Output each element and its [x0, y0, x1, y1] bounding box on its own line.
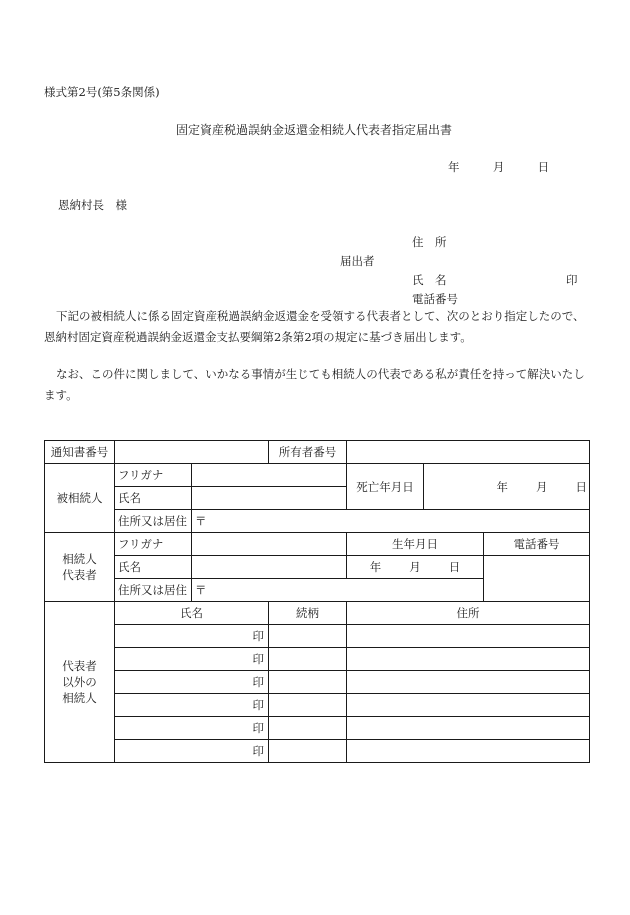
- other-heirs-address-header: 住所: [347, 602, 590, 625]
- birth-date-day-unit: 日: [448, 560, 461, 574]
- inheritance-form-table: [44, 440, 590, 763]
- table-row: [45, 717, 590, 740]
- applicant-seal-mark: 印: [566, 273, 578, 287]
- table-row: [45, 740, 590, 763]
- notice-number-label: 通知書番号: [45, 441, 115, 464]
- applicant-group-label: 届出者: [340, 254, 375, 268]
- other-heir-relation-field[interactable]: [269, 671, 347, 694]
- representative-furigana-field[interactable]: [192, 533, 347, 556]
- other-heir-relation-field[interactable]: [269, 717, 347, 740]
- other-heir-relation-field[interactable]: [269, 648, 347, 671]
- postal-mark: 〒: [195, 583, 207, 597]
- body-paragraph-1: 下記の被相続人に係る固定資産税過誤納金返還金を受領する代表者として、次のとおり指定したので、恩納村固定資産税過誤納金返還金支払要綱第2条第2項の規定に基づき届出します。: [44, 309, 585, 344]
- applicant-phone-label: 電話番号: [412, 292, 458, 306]
- other-heir-address-field[interactable]: [347, 625, 590, 648]
- table-row: [45, 625, 590, 648]
- applicant-address-label: 住 所: [412, 235, 447, 249]
- decedent-address-field[interactable]: [192, 510, 590, 533]
- representative-label: [45, 533, 115, 602]
- seal-mark: 印: [252, 675, 264, 689]
- owner-number-field[interactable]: [347, 441, 590, 464]
- death-date-month-unit: 月: [536, 479, 548, 494]
- representative-address-field[interactable]: [192, 579, 484, 602]
- phone-label: 電話番号: [484, 533, 590, 556]
- other-heirs-label: [45, 602, 115, 763]
- death-date-year-unit: 年: [496, 479, 509, 494]
- other-heirs-name-header: 氏名: [115, 602, 269, 625]
- seal-mark: 印: [252, 744, 264, 758]
- phone-field[interactable]: [484, 556, 590, 602]
- decedent-label: 被相続人: [45, 464, 115, 533]
- birth-date-label: 生年月日: [347, 533, 484, 556]
- decedent-name-field[interactable]: [192, 487, 347, 510]
- table-row: [45, 602, 590, 625]
- other-heir-name-field[interactable]: [115, 648, 269, 671]
- birth-date-field[interactable]: [347, 556, 484, 579]
- birth-date-year-unit: 年: [369, 560, 382, 574]
- table-row: [45, 464, 590, 487]
- other-heirs-relation-header: 続柄: [269, 602, 347, 625]
- body-paragraph-2: なお、この件に関しまして、いかなる事情が生じても相続人の代表である私が責任を持って解決いたします。: [44, 367, 585, 402]
- decedent-furigana-label: フリガナ: [115, 464, 192, 487]
- applicant-name-label: 氏 名: [412, 273, 447, 287]
- other-heir-name-field[interactable]: [115, 694, 269, 717]
- seal-mark: 印: [252, 721, 264, 735]
- other-heir-relation-field[interactable]: [269, 625, 347, 648]
- date-year-unit: 年: [448, 160, 460, 174]
- other-heir-relation-field[interactable]: [269, 694, 347, 717]
- addressee: 恩納村長 様: [58, 198, 127, 212]
- other-heir-address-field[interactable]: [347, 671, 590, 694]
- representative-label-line1: 相続人: [62, 552, 97, 566]
- table-row: [45, 441, 590, 464]
- form-number: 様式第2号(第5条関係): [44, 85, 160, 99]
- other-heirs-label-line2: 以外の: [62, 675, 97, 689]
- notice-number-field[interactable]: [115, 441, 269, 464]
- date-day-unit: 日: [537, 160, 550, 174]
- other-heir-address-field[interactable]: [347, 717, 590, 740]
- other-heir-name-field[interactable]: [115, 671, 269, 694]
- birth-date-month-unit: 月: [409, 560, 421, 574]
- death-date-field[interactable]: [424, 464, 590, 510]
- date-line: [448, 162, 549, 174]
- other-heir-name-field[interactable]: [115, 717, 269, 740]
- other-heir-relation-field[interactable]: [269, 740, 347, 763]
- death-date-day-unit: 日: [575, 479, 588, 494]
- table-row: [45, 556, 590, 579]
- table-row: [45, 533, 590, 556]
- representative-label-line2: 代表者: [62, 568, 97, 582]
- other-heir-address-field[interactable]: [347, 694, 590, 717]
- seal-mark: 印: [252, 629, 264, 643]
- other-heir-address-field[interactable]: [347, 740, 590, 763]
- decedent-name-label: 氏名: [115, 487, 192, 510]
- document-title: 固定資産税過誤納金返還金相続人代表者指定届出書: [176, 123, 453, 137]
- death-date-label: 死亡年月日: [347, 464, 424, 510]
- other-heir-name-field[interactable]: [115, 740, 269, 763]
- representative-name-field[interactable]: [192, 556, 347, 579]
- table-row: [45, 648, 590, 671]
- other-heirs-label-line3: 相続人: [62, 691, 97, 705]
- table-row: [45, 510, 590, 533]
- decedent-address-label: 住所又は居住: [115, 510, 192, 533]
- representative-furigana-label: フリガナ: [115, 533, 192, 556]
- representative-address-label: 住所又は居住: [115, 579, 192, 602]
- other-heir-name-field[interactable]: [115, 625, 269, 648]
- date-month-unit: 月: [492, 160, 505, 174]
- owner-number-label: 所有者番号: [269, 441, 347, 464]
- other-heir-address-field[interactable]: [347, 648, 590, 671]
- decedent-furigana-field[interactable]: [192, 464, 347, 487]
- representative-name-label: 氏名: [115, 556, 192, 579]
- postal-mark: 〒: [195, 514, 207, 528]
- table-row: [45, 694, 590, 717]
- seal-mark: 印: [252, 652, 264, 666]
- table-row: [45, 671, 590, 694]
- seal-mark: 印: [252, 698, 264, 712]
- other-heirs-label-line1: 代表者: [62, 659, 97, 673]
